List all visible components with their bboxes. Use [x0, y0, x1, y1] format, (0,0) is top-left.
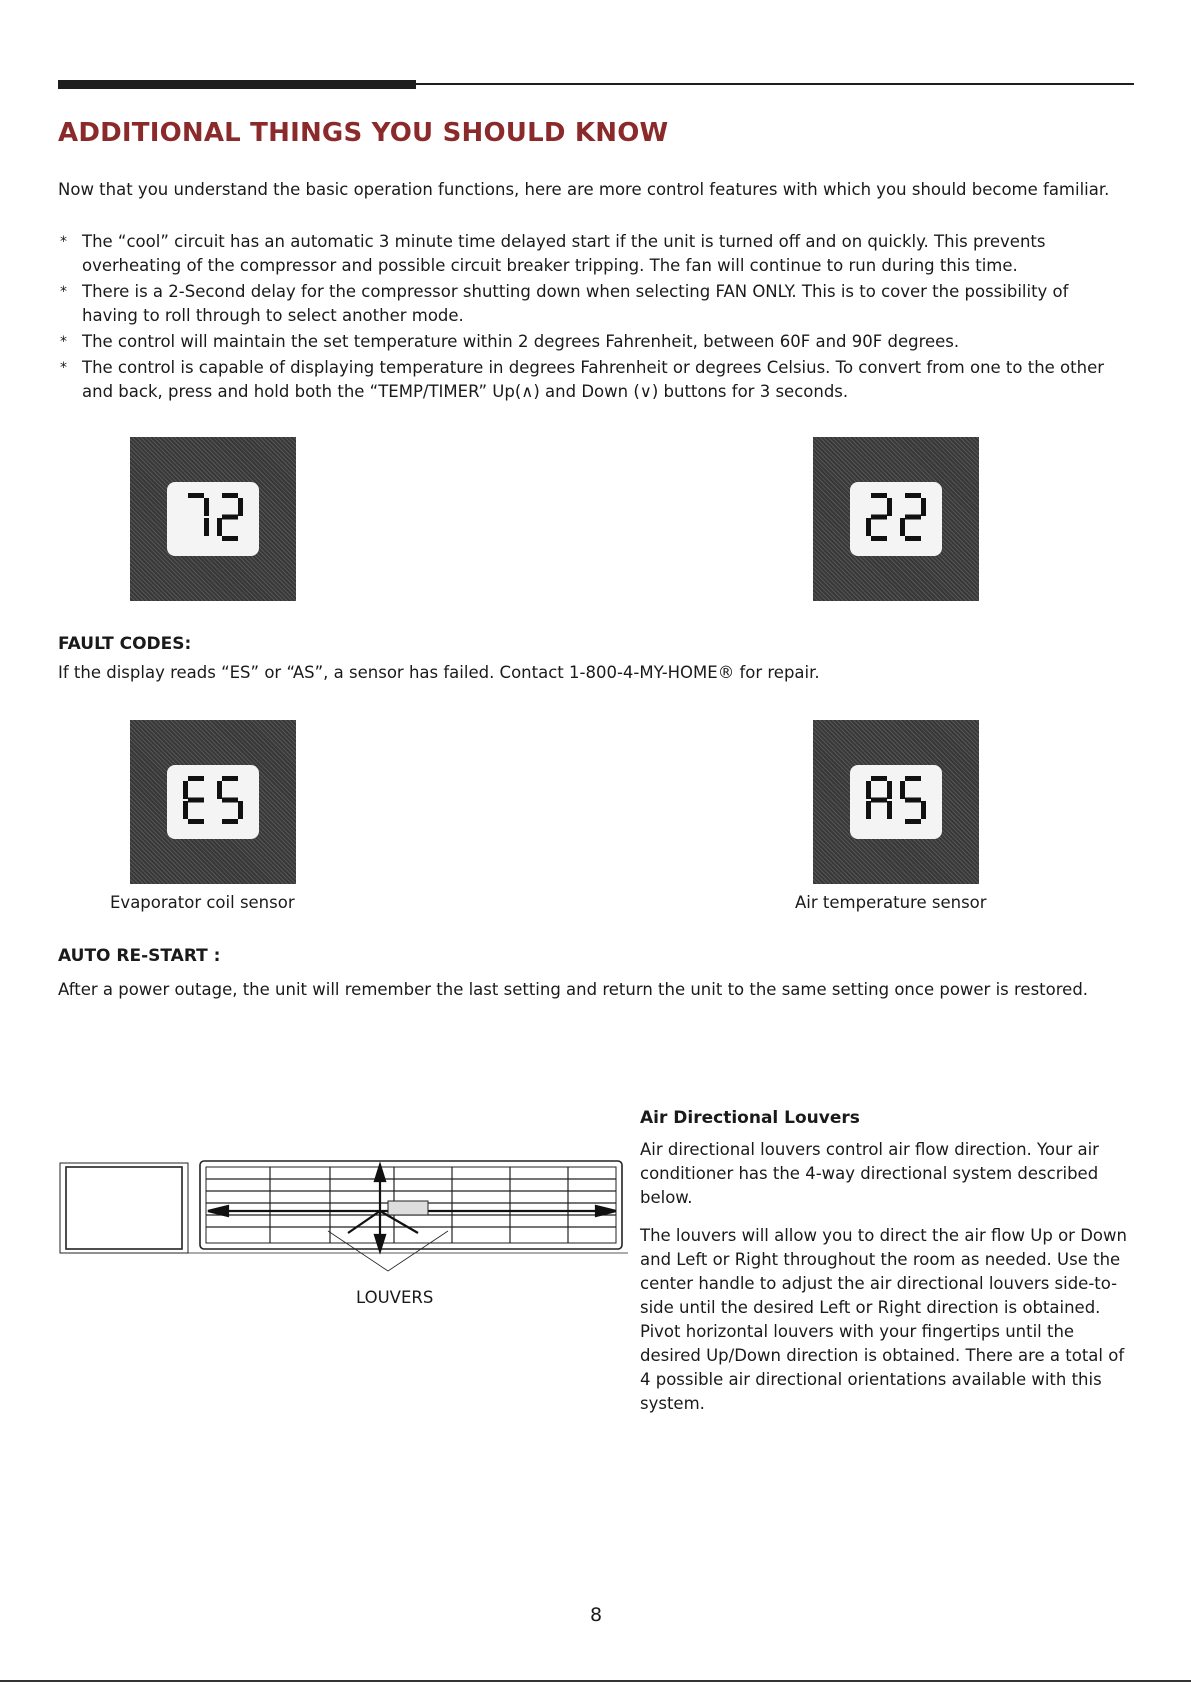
lcd-segment — [222, 776, 238, 781]
lcd-segment — [905, 493, 921, 498]
lcd-segment — [905, 515, 921, 520]
lcd-segment — [887, 781, 892, 799]
list-item — [58, 330, 1128, 354]
lcd-segment — [866, 518, 871, 536]
display-screen — [850, 482, 942, 556]
lcd-segment — [866, 801, 871, 819]
lcd-segment — [188, 776, 204, 781]
lcd-segment — [921, 498, 926, 516]
lcd-segment — [204, 498, 209, 516]
lcd-segment — [238, 801, 243, 819]
page-heading: ADDITIONAL THINGS YOU SHOULD KNOW — [58, 118, 669, 148]
lcd-segment — [188, 798, 204, 803]
louver-illustration — [58, 1153, 628, 1273]
lcd-segment — [217, 518, 222, 536]
lcd-segment — [238, 498, 243, 516]
list-item-text: There is a 2-Second delay for the compressor shutting down when selecting FAN ONLY. This is to cover the possibility of having to roll through to select another mode. — [82, 282, 1069, 325]
caption-evaporator: Evaporator coil sensor — [110, 893, 295, 912]
auto-restart-title: AUTO RE-START : — [58, 946, 221, 966]
lcd-segment — [905, 819, 921, 824]
list-item-text: The control will maintain the set temperature within 2 degrees Fahrenheit, between 60F and 90F degrees. — [82, 332, 960, 351]
bullet-marker: * — [60, 334, 67, 350]
lcd-segment — [222, 493, 238, 498]
fault-codes-title: FAULT CODES: — [58, 634, 192, 654]
seven-segment-readout — [856, 489, 936, 549]
lcd-segment — [921, 801, 926, 819]
display-panel-evaporator — [130, 720, 296, 884]
lcd-segment — [222, 515, 238, 520]
louvers-paragraph-2: The louvers will allow you to direct the air flow Up or Down and Left or Right throughout the room as needed. Use the center handle to adjust the air directional louvers side-to-side until the desired Left or Right direction is obtained. Pivot horizontal louvers with your fingertips until the desired Up/Down direction is obtained. There are a total of 4 possible air directional orientations available with this system. — [640, 1226, 1127, 1413]
list-item-text: The “cool” circuit has an automatic 3 minute time delayed start if the unit is turned off and on quickly. This prevents overheating of the compressor and possible circuit breaker tripping. The fan will continue to run during this time. — [82, 232, 1046, 275]
page-number: 8 — [590, 1604, 603, 1626]
display-screen — [850, 765, 942, 839]
auto-restart-text: After a power outage, the unit will remember the last setting and return the unit to the same setting once power is restored. — [58, 980, 1089, 999]
lcd-segment — [866, 781, 871, 799]
lcd-segment — [887, 801, 892, 819]
lcd-segment — [183, 781, 188, 799]
lcd-segment — [183, 801, 188, 819]
lcd-segment — [188, 819, 204, 824]
lcd-segment — [188, 493, 204, 498]
lcd-segment — [871, 493, 887, 498]
display-screen — [167, 765, 259, 839]
header-rule-thick — [58, 80, 416, 89]
lcd-segment — [900, 781, 905, 799]
seven-segment-readout — [173, 489, 253, 549]
seven-segment-readout — [856, 772, 936, 832]
display-panel-celsius — [813, 437, 979, 601]
lcd-segment — [871, 515, 887, 520]
louvers-figure-label: LOUVERS — [356, 1288, 434, 1307]
bullet-marker: * — [60, 234, 67, 250]
lcd-segment — [905, 776, 921, 781]
caption-air-sensor: Air temperature sensor — [795, 893, 987, 912]
lcd-segment — [871, 776, 887, 781]
header-rule-thin — [416, 83, 1134, 85]
seven-segment-readout — [173, 772, 253, 832]
lcd-segment — [871, 798, 887, 803]
lcd-segment — [905, 536, 921, 541]
lcd-segment — [204, 518, 209, 536]
list-item-text: The control is capable of displaying temperature in degrees Fahrenheit or degrees Celsius. To convert from one to the other and back, press and hold both the “TEMP/TIMER” Up(∧) and Down (∨) buttons for 3 seconds. — [82, 358, 1105, 401]
feature-list — [58, 230, 1128, 406]
list-item — [58, 356, 1128, 404]
louvers-title: Air Directional Louvers — [640, 1108, 860, 1128]
bullet-marker: * — [60, 284, 67, 300]
louvers-section — [640, 1108, 1130, 1416]
lcd-segment — [900, 518, 905, 536]
lcd-segment — [217, 781, 222, 799]
louvers-paragraph-1: Air directional louvers control air flow direction. Your air conditioner has the 4-way directional system described below. — [640, 1140, 1099, 1207]
fault-codes-text: If the display reads “ES” or “AS”, a sensor has failed. Contact 1-800-4-MY-HOME® for repair. — [58, 663, 820, 682]
display-screen — [167, 482, 259, 556]
list-item — [58, 280, 1128, 328]
lcd-segment — [222, 798, 238, 803]
display-panel-fahrenheit — [130, 437, 296, 601]
footer-rule — [0, 1680, 1191, 1682]
list-item — [58, 230, 1128, 278]
intro-paragraph: Now that you understand the basic operation functions, here are more control features with which you should become familiar. — [58, 180, 1110, 199]
lcd-segment — [905, 798, 921, 803]
lcd-segment — [222, 536, 238, 541]
display-panel-air — [813, 720, 979, 884]
bullet-marker: * — [60, 360, 67, 376]
lcd-segment — [887, 498, 892, 516]
lcd-segment — [222, 819, 238, 824]
lcd-segment — [871, 536, 887, 541]
